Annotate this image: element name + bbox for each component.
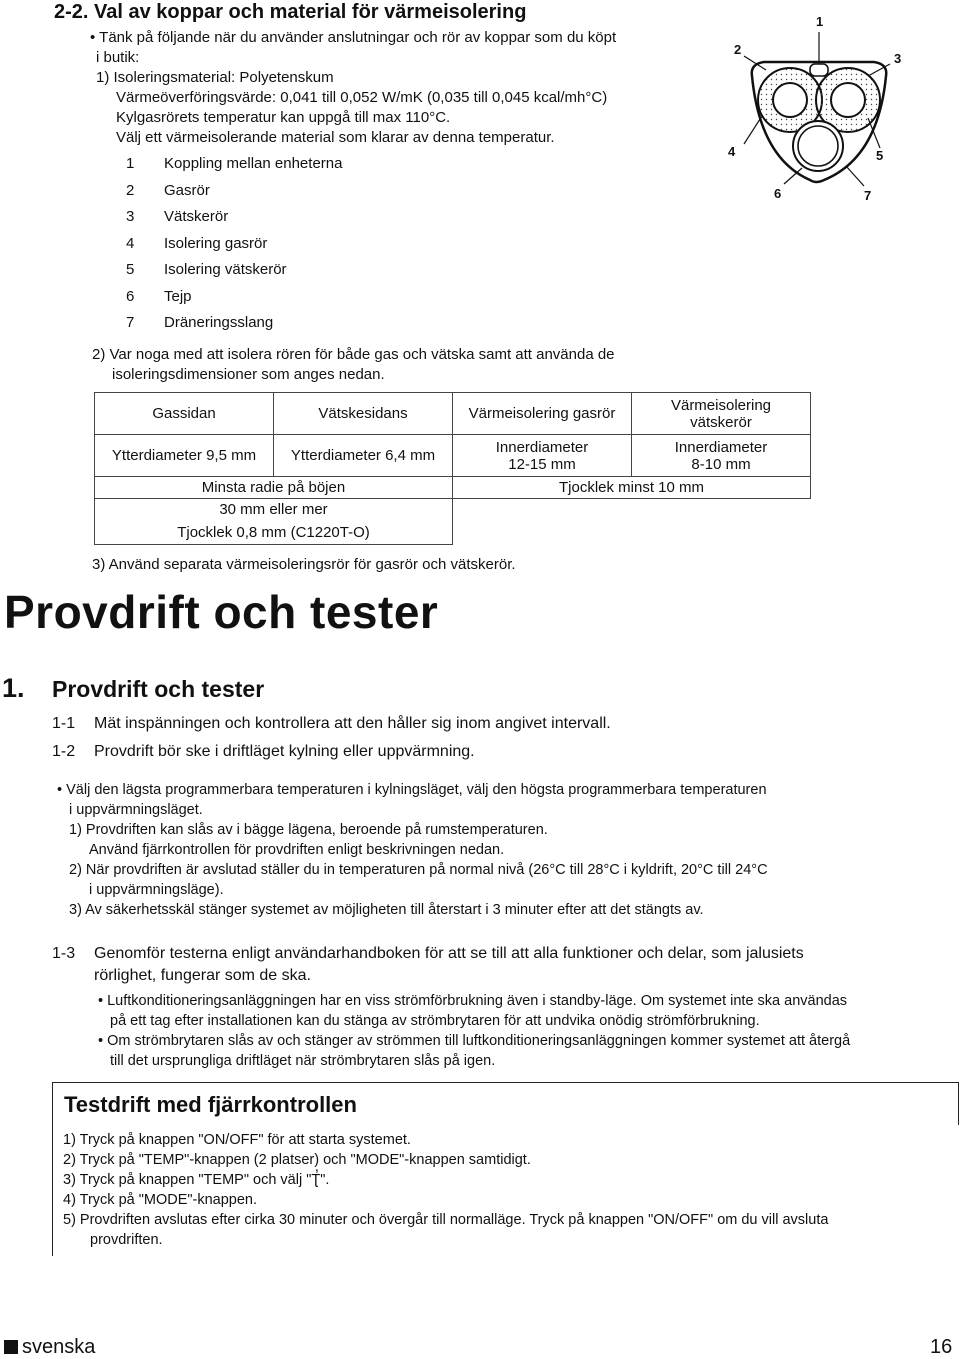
table-cell: Tjocklek 0,8 mm (C1220T-O): [95, 521, 453, 545]
parts-item: 1 Koppling mellan enheterna: [126, 155, 343, 172]
parts-item: 7 Dräneringsslang: [126, 314, 274, 331]
diagram-label: 2: [734, 42, 742, 57]
parts-item: 3 Vätskerör: [126, 208, 229, 225]
square-icon: [4, 1340, 18, 1354]
step-1-3-bullets: • Luftkonditioneringsanläggningen har en viss strömförbrukning även i standby-läge. Om systemet inte ska användas på ett tag efter installationen kan du stänga av strömbrytaren för att undvika onödig strömförbrukning. • Om strömbrytaren slås av och stänger av strömmen till luftkonditioneringsanläggningen kommer systemet att återgå till det ursprungliga driftläget när strömbrytaren slås på igen.: [98, 993, 851, 1069]
intro-line: 1) Isoleringsmaterial: Polyetenskum: [96, 69, 334, 86]
step-item: 1-1 Mät inspänningen och kontrollera att den håller sig inom angivet intervall.: [52, 715, 611, 732]
connecting-cable: [810, 64, 828, 76]
table-header: Värmeisolering gasrör: [453, 393, 632, 435]
chapter-title: Provdrift och tester: [4, 586, 439, 638]
table-cell: Tjocklek minst 10 mm: [453, 477, 811, 499]
liquid-pipe: [831, 83, 865, 117]
table-cell: Minsta radie på böjen: [95, 477, 453, 499]
footer-language: svenska: [4, 1336, 95, 1359]
note-2: 2) Var noga med att isolera rören för både gas och vätska samt att använda de isoleringsdimensioner som anges nedan.: [92, 346, 615, 383]
diagram-label: 7: [864, 188, 872, 203]
table-cell: 30 mm eller mer: [95, 499, 453, 521]
insulation-spec-table: [94, 392, 811, 545]
diagram-label: 1: [816, 14, 824, 29]
table-cell: Innerdiameter 8-10 mm: [632, 435, 811, 477]
diagram-label: 4: [728, 144, 736, 159]
parts-list: [126, 155, 342, 341]
diagram-label: 6: [774, 186, 782, 201]
table-header: Värmeisolering vätskerör: [632, 393, 811, 435]
parts-item: 6 Tejp: [126, 287, 192, 305]
diagram-label: 3: [894, 51, 902, 66]
intro-line: Tänk på följande när du använder anslutningar och rör av koppar som du köpt: [99, 29, 617, 46]
table-cell: Ytterdiameter 9,5 mm: [95, 435, 274, 477]
gas-pipe: [773, 83, 807, 117]
section-heading: 2-2. Val av koppar och material för värmeisolering: [54, 1, 527, 23]
remote-test-box-border: [52, 1124, 53, 1256]
intro-line: i butik:: [96, 49, 140, 66]
parts-item: 2 Gasrör: [126, 181, 210, 199]
drain-hose: [793, 121, 843, 171]
table-header: Gassidan: [95, 393, 274, 435]
remote-test-steps: 1) Tryck på knappen "ON/OFF" för att starta systemet. 2) Tryck på "TEMP"-knappen (2 platser) och "MODE"-knappen samtidigt. 3) Tryck på knappen "TEMP" och välj "Ʈ̓". 4) Tryck på "MODE"-knappen. 5) Provdriften avslutas efter cirka 30 minuter och övergår till normalläge. Tryck på knappen "ON/OFF" om du vill avsluta provdriften.: [63, 1132, 829, 1248]
parts-item: 4 Isolering gasrör: [126, 234, 268, 252]
pipe-insulation-diagram: [720, 8, 920, 208]
intro-block: [90, 28, 616, 148]
table-cell: Ytterdiameter 6,4 mm: [274, 435, 453, 477]
test-bullets: • Välj den lägsta programmerbara temperaturen i kylningsläget, välj den högsta programmerbara temperaturen i uppvärmningsläget. 1) Provdriften kan slås av i bägge lägena, beroende på rumstemperaturen. Använd fjärrkontrollen för provdriften enligt beskrivningen nedan. 2) När provdriften är avslutad ställer du in temperaturen på normal nivå (26°C till 28°C i kyldrift, 20°C till 24°C i uppvärmningsläge). 3) Av säkerhetsskäl stänger systemet av möjligheten till återstart i 3 minuter efter att det stängts av.: [57, 782, 768, 918]
intro-line: Värmeöverföringsvärde: 0,041 till 0,052 W/mK (0,035 till 0,045 kcal/mh°C): [116, 89, 608, 106]
steps: [52, 710, 611, 766]
chapter-subtitle: 1. Provdrift och tester: [2, 673, 265, 703]
page-number: 16: [930, 1336, 953, 1358]
bullet: •: [90, 29, 100, 46]
step-1-3: 1-3 Genomför testerna enligt användarhandboken för att se till att alla funktioner och delar, som jalusiets rörlighet, fungerar som de ska.: [52, 945, 804, 984]
parts-item: 5 Isolering vätskerör: [126, 261, 287, 278]
diagram-label: 5: [876, 148, 884, 163]
remote-test-box-title: Testdrift med fjärrkontrollen: [52, 1082, 959, 1125]
table-cell: Innerdiameter 12-15 mm: [453, 435, 632, 477]
step-item: 1-2 Provdrift bör ske i driftläget kylning eller uppvärmning.: [52, 743, 475, 760]
intro-line: Kylgasrörets temperatur kan uppgå till max 110°C.: [116, 109, 451, 126]
note-3: 3) Använd separata värmeisoleringsrör för gasrör och vätskerör.: [92, 556, 516, 573]
table-header: Vätskesidans: [274, 393, 453, 435]
intro-line: Välj ett värmeisolerande material som klarar av denna temperatur.: [116, 129, 555, 146]
